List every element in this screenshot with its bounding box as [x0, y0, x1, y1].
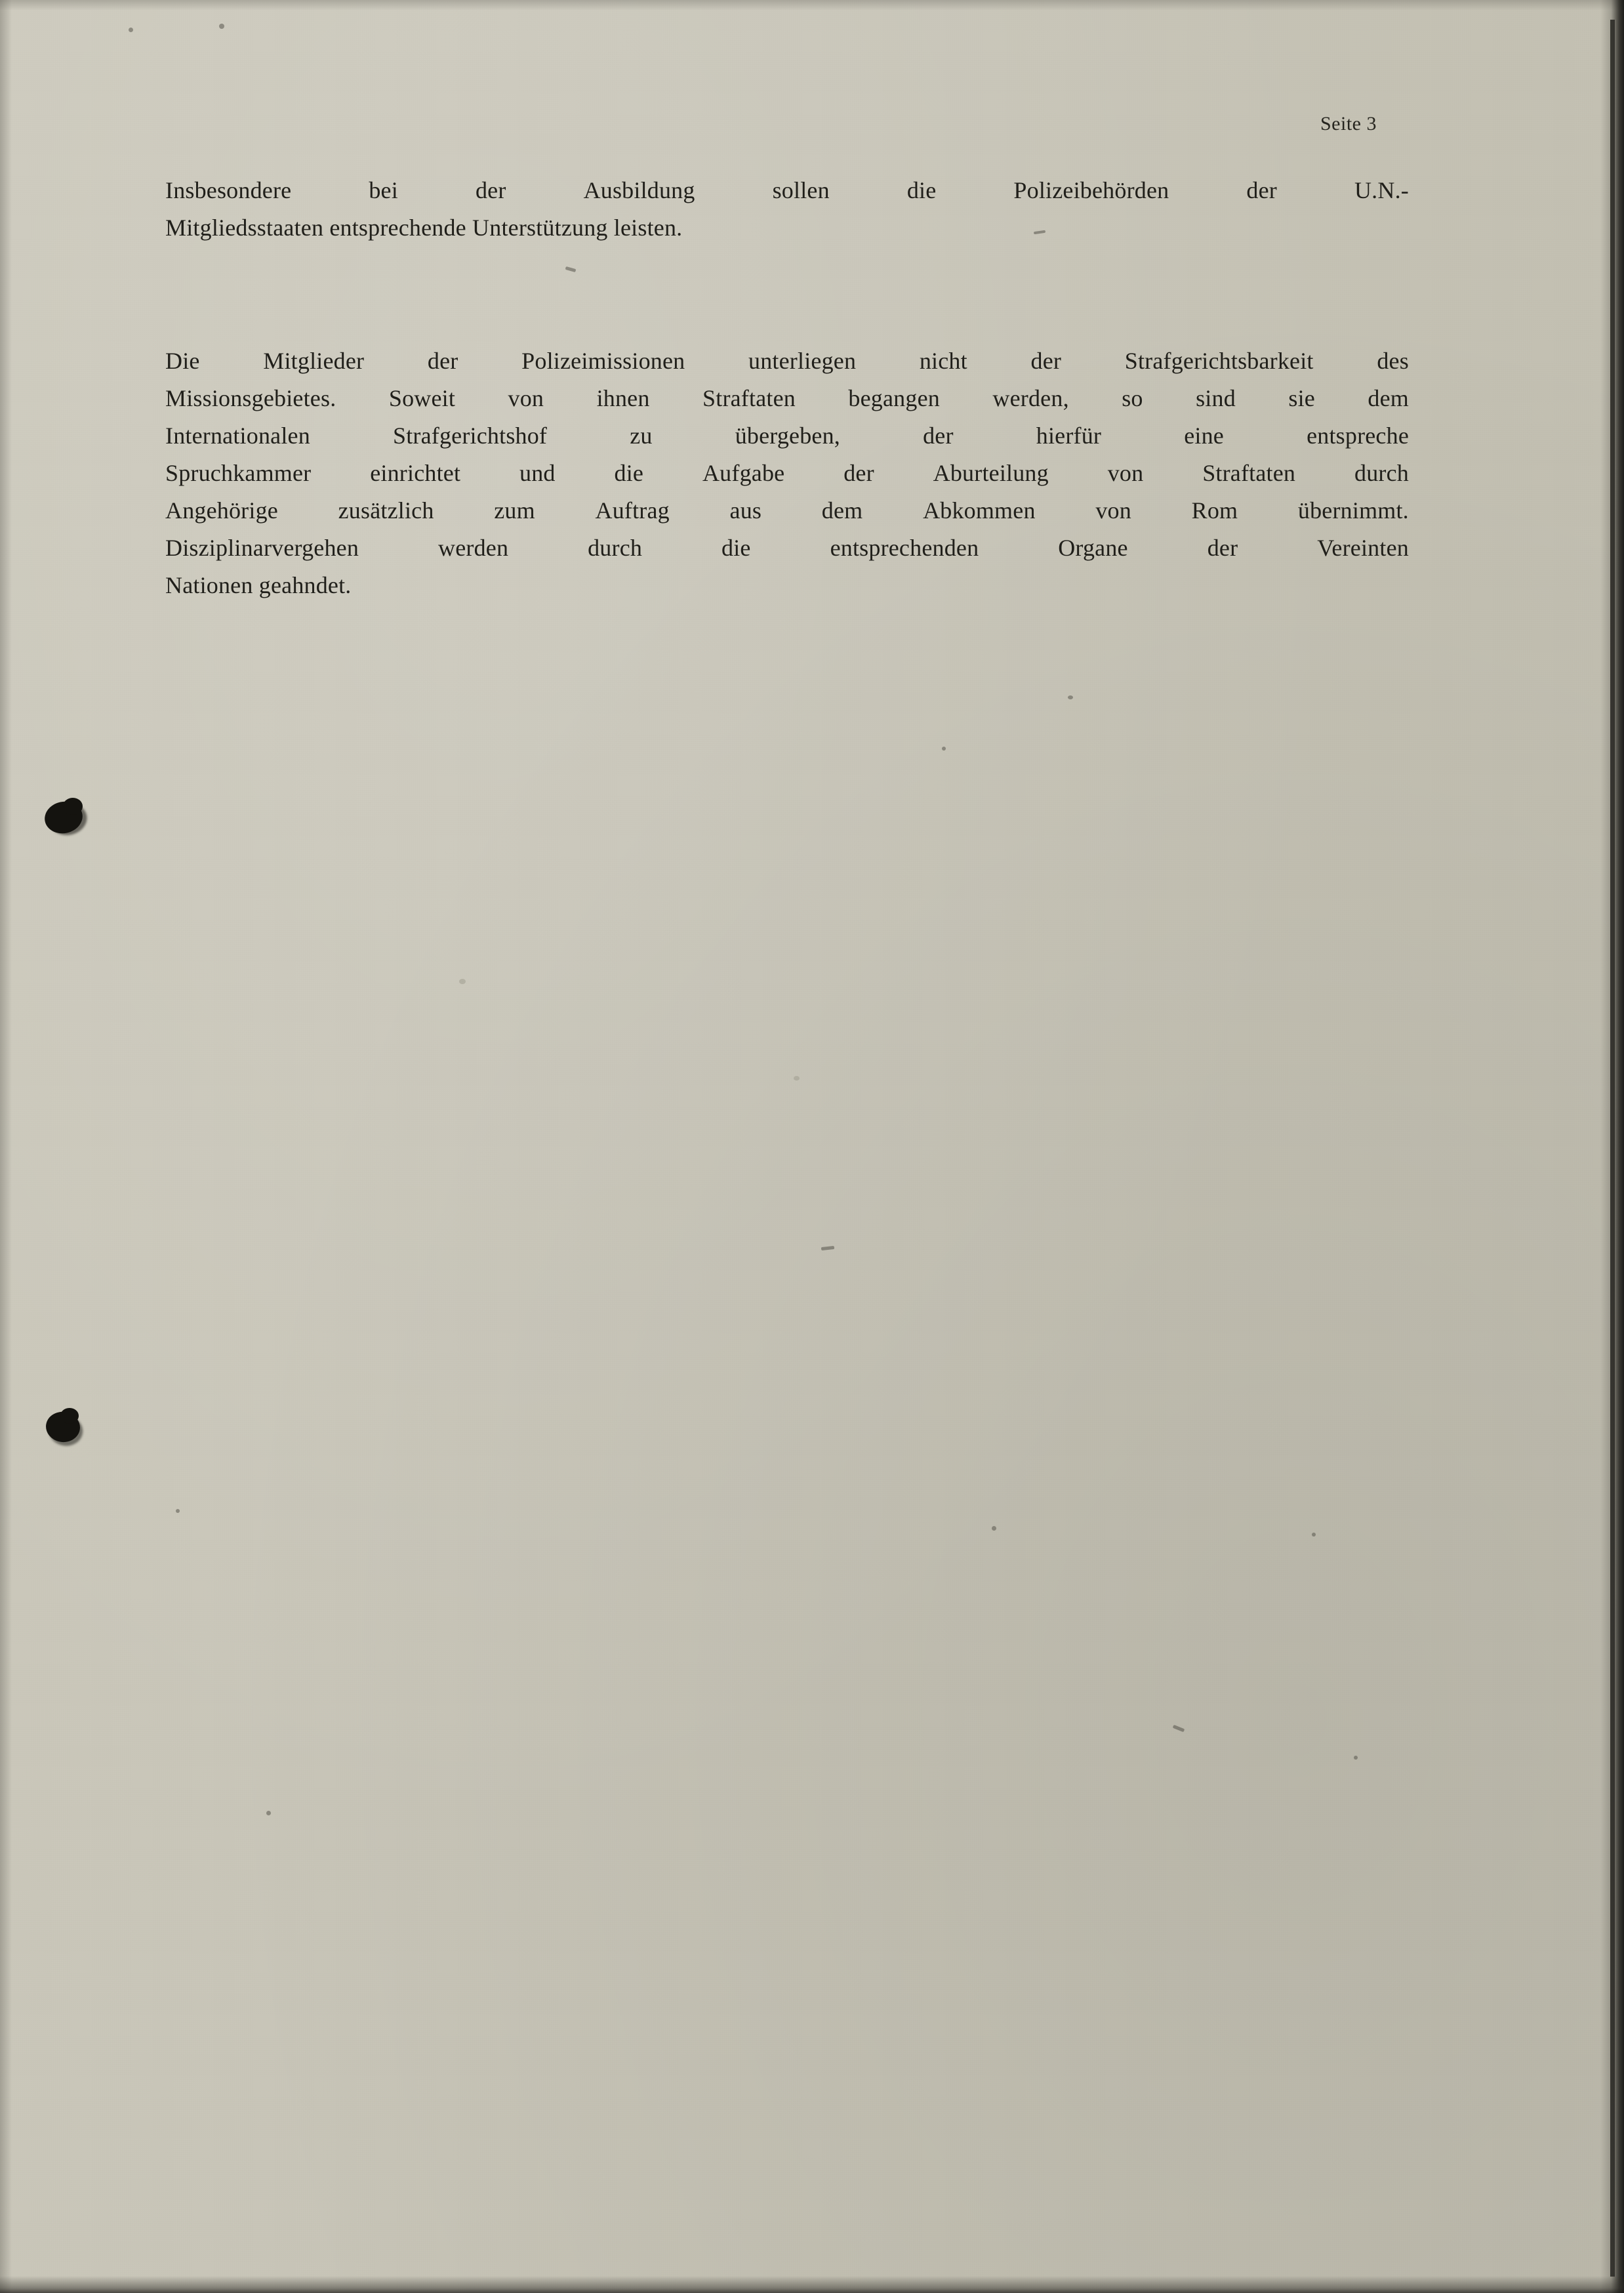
paragraph-2-line-4 — [165, 455, 1409, 492]
word: Rom — [1191, 497, 1238, 524]
word: zum — [494, 497, 535, 524]
page-number-label: Seite 3 — [1320, 113, 1377, 134]
word: der — [923, 423, 954, 449]
word: von — [1107, 460, 1144, 486]
word: Polizeimissionen — [521, 348, 685, 374]
dust-speck — [794, 1076, 800, 1081]
word: übernimmt. — [1297, 497, 1409, 524]
word: entsprechenden — [830, 535, 979, 561]
word: werden, — [992, 385, 1069, 411]
dust-speck — [942, 747, 946, 751]
word: unterliegen — [748, 348, 857, 374]
word: aus — [729, 497, 762, 524]
word: U.N.- — [1354, 177, 1409, 203]
paragraph-1-line-1 — [165, 172, 1409, 209]
word: zusätzlich — [338, 497, 434, 524]
word: Straftaten — [702, 385, 796, 411]
dust-speck — [992, 1526, 996, 1531]
word: werden — [438, 535, 509, 561]
paragraph-2-line-2 — [165, 380, 1409, 417]
page-top-shadow — [0, 0, 1624, 10]
ink-blot-lower-tail — [60, 1408, 79, 1424]
dust-dash — [821, 1246, 834, 1250]
paragraph-2-line-3 — [165, 417, 1409, 455]
paragraph-1-line-2: Mitgliedsstaaten entsprechende Unterstützung leisten. — [165, 215, 683, 241]
word: Polizeibehörden — [1013, 177, 1169, 203]
word: Internationalen — [165, 423, 310, 449]
word: der — [1030, 348, 1062, 374]
word: der — [475, 177, 506, 203]
word: bei — [369, 177, 398, 203]
word: Missionsgebietes. — [165, 385, 336, 411]
dust-speck — [1312, 1533, 1316, 1537]
paragraph-2-line-1 — [165, 342, 1409, 380]
paragraph-2-line-7: Nationen geahndet. — [165, 572, 352, 598]
word: so — [1122, 385, 1143, 411]
word: des — [1377, 348, 1409, 374]
word: übergeben, — [735, 423, 840, 449]
word: der — [1246, 177, 1277, 203]
word: Die — [165, 348, 200, 374]
word: Mitglieder — [263, 348, 365, 374]
paragraph-1 — [165, 172, 1409, 247]
dust-speck — [1354, 1756, 1358, 1760]
ink-blot-upper-tail — [63, 798, 83, 815]
word: Straftaten — [1202, 460, 1296, 486]
word: eine — [1184, 423, 1224, 449]
word: dem — [821, 497, 863, 524]
word: Strafgerichtsbarkeit — [1124, 348, 1314, 374]
dust-speck — [459, 979, 466, 984]
paragraph-2-line-5 — [165, 492, 1409, 529]
word: von — [1095, 497, 1131, 524]
word: sind — [1196, 385, 1236, 411]
word: einrichtet — [370, 460, 461, 486]
word: Angehörige — [165, 497, 278, 524]
word: Vereinten — [1317, 535, 1409, 561]
paragraph-2 — [165, 342, 1409, 604]
dust-speck — [219, 24, 224, 29]
paragraph-2-line-6 — [165, 529, 1409, 567]
word: entspreche — [1307, 423, 1409, 449]
dust-speck — [129, 28, 133, 32]
word: von — [508, 385, 544, 411]
word: durch — [588, 535, 643, 561]
page-left-shadow — [0, 0, 12, 2293]
word: Disziplinarvergehen — [165, 535, 359, 561]
word: hierfür — [1036, 423, 1102, 449]
binding-edge-line — [1610, 20, 1615, 2277]
dust-speck — [266, 1811, 271, 1815]
word: Spruchkammer — [165, 460, 312, 486]
word: Organe — [1058, 535, 1128, 561]
word: sollen — [772, 177, 830, 203]
word: zu — [630, 423, 653, 449]
dust-speck — [1068, 695, 1073, 699]
word: der — [1207, 535, 1238, 561]
word: Aburteilung — [933, 460, 1049, 486]
word: die — [906, 177, 937, 203]
dust-dash — [565, 266, 577, 272]
word: dem — [1368, 385, 1409, 411]
word: die — [614, 460, 644, 486]
word: Strafgerichtshof — [393, 423, 548, 449]
word: nicht — [919, 348, 967, 374]
page-bottom-shadow — [0, 2276, 1624, 2293]
word: der — [843, 460, 874, 486]
word: begangen — [848, 385, 940, 411]
word: und — [519, 460, 556, 486]
word: Aufgabe — [702, 460, 785, 486]
word: Soweit — [388, 385, 456, 411]
dust-dash — [1173, 1725, 1185, 1732]
word: der — [427, 348, 458, 374]
dust-speck — [176, 1509, 180, 1513]
word: Ausbildung — [583, 177, 695, 203]
word: die — [721, 535, 751, 561]
word: durch — [1354, 460, 1409, 486]
word: Abkommen — [923, 497, 1036, 524]
word: ihnen — [596, 385, 650, 411]
word: Insbesondere — [165, 177, 292, 203]
word: Auftrag — [595, 497, 670, 524]
word: sie — [1288, 385, 1315, 411]
